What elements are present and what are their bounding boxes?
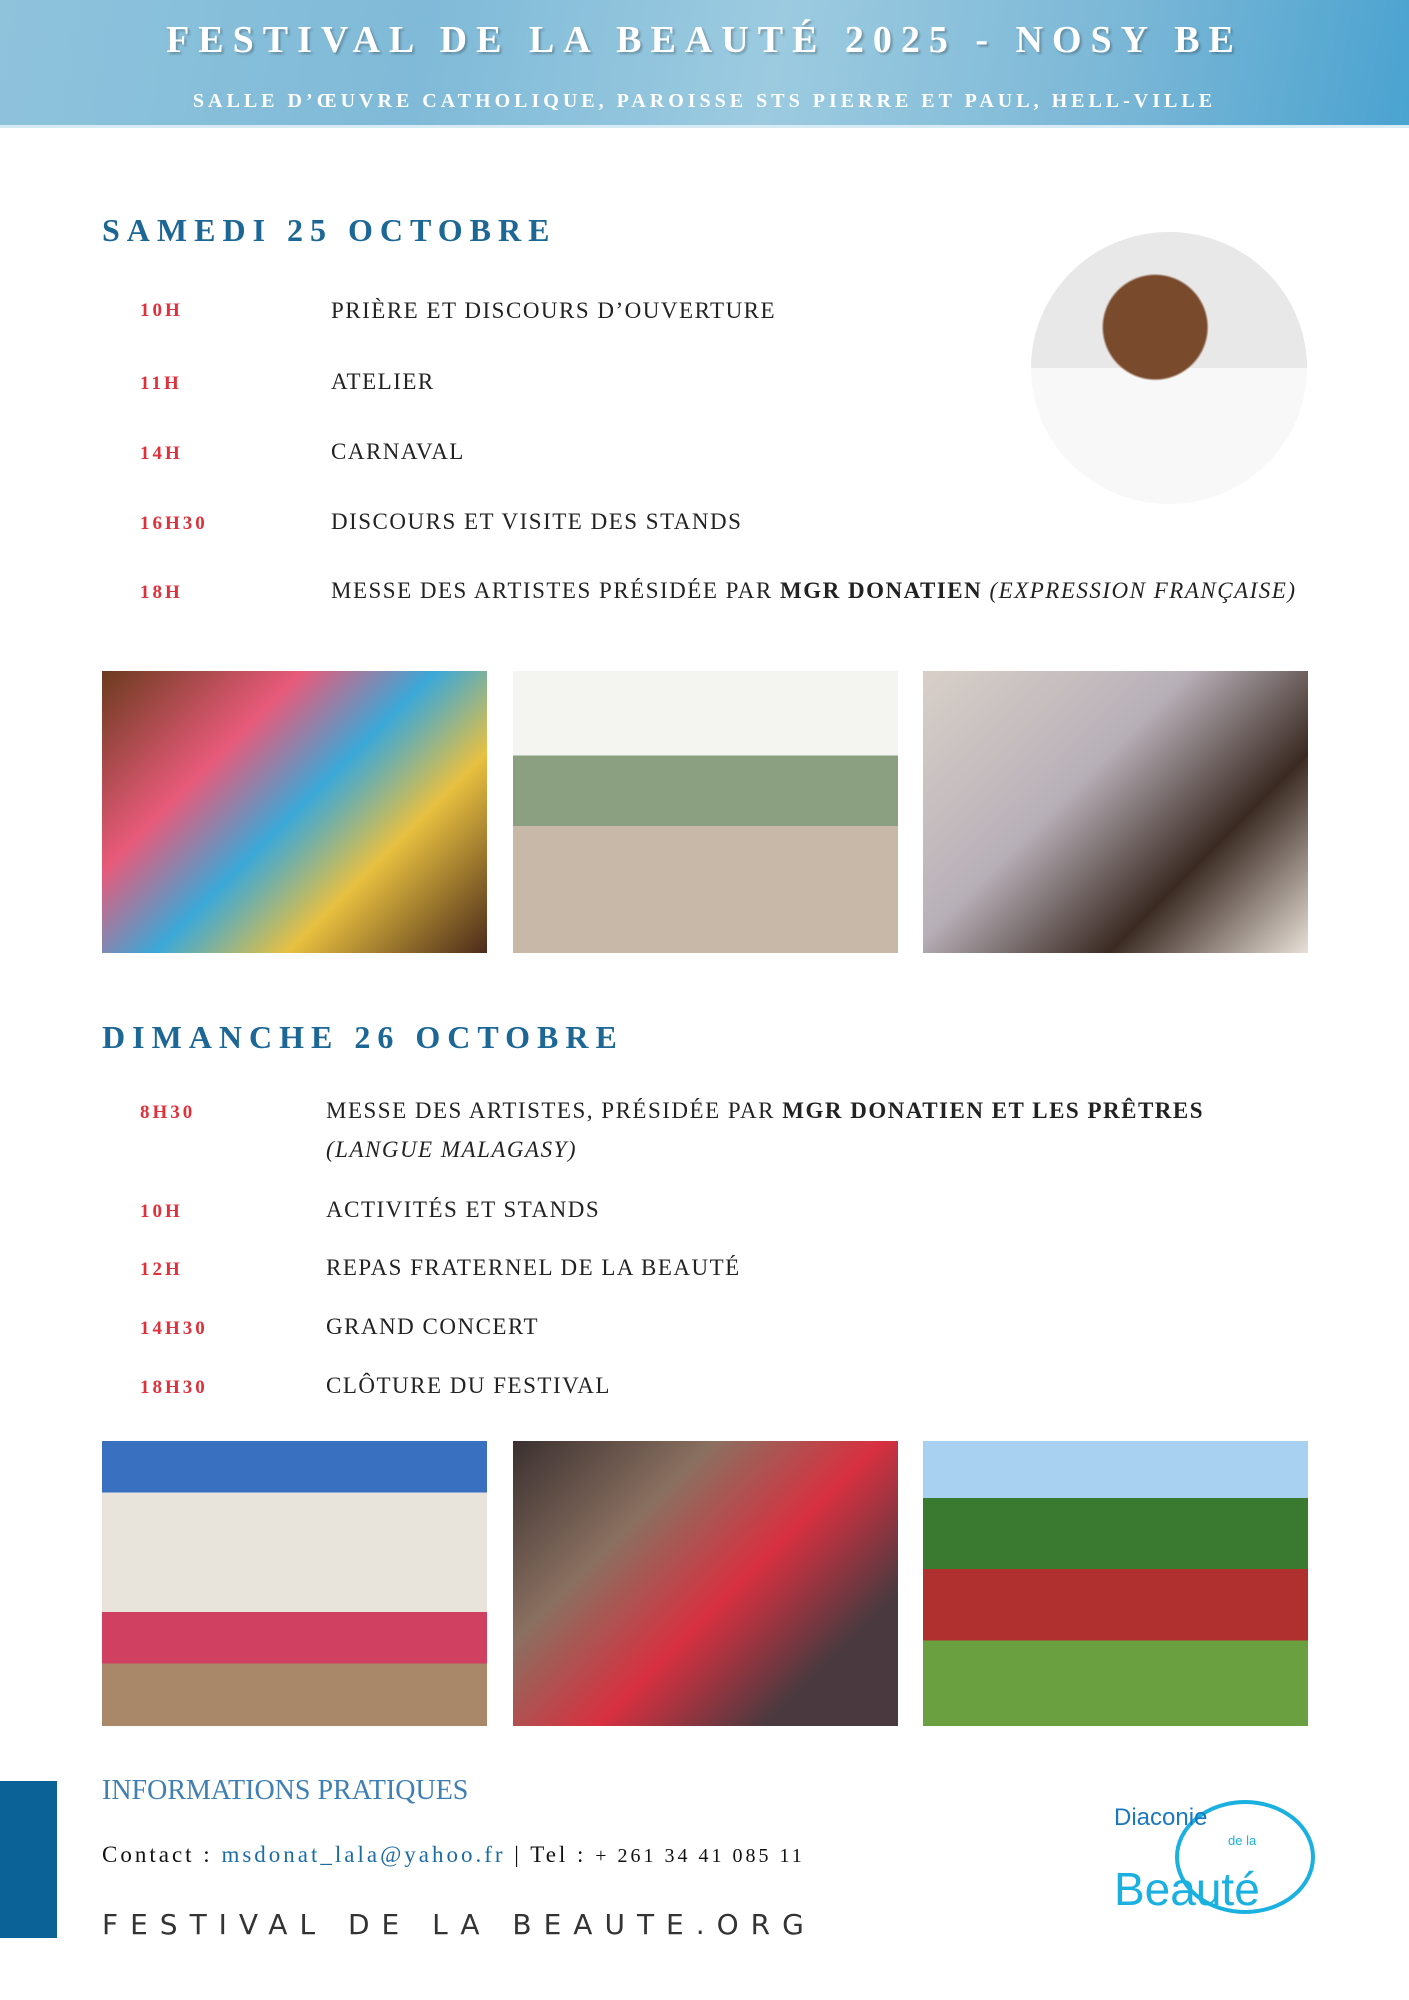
info-accent-bar: [0, 1781, 57, 1938]
photo-stilt-walkers: [513, 671, 898, 953]
schedule-activity-note: (LANGUE MALAGASY): [326, 1137, 578, 1162]
diaconie-logo: [1110, 1795, 1320, 1925]
separator: |: [505, 1842, 531, 1867]
logo-text-beaute: Beauté: [1114, 1863, 1260, 1915]
contact-line: [102, 1842, 805, 1868]
schedule-activity: GRAND CONCERT: [326, 1314, 539, 1339]
tel-number[interactable]: + 261 34 41 085 11: [595, 1845, 805, 1867]
photo-outdoor-gathering: [923, 1441, 1308, 1726]
schedule-activity: ATELIER: [331, 369, 435, 394]
schedule-time: 14H: [140, 443, 183, 464]
schedule-time: 12H: [140, 1259, 183, 1280]
info-heading: INFORMATIONS PRATIQUES: [102, 1775, 469, 1806]
schedule-time: 14H30: [140, 1318, 208, 1339]
schedule-activity: MESSE DES ARTISTES PRÉSIDÉE PAR MGR DONATIEN (EXPRESSION FRANÇAISE): [331, 578, 1297, 603]
schedule-time: 11H: [140, 373, 182, 394]
photo-market-baskets: [102, 671, 487, 953]
logo-text-diaconie: Diaconie: [1114, 1804, 1208, 1831]
schedule-activity: DISCOURS ET VISITE DES STANDS: [331, 509, 743, 534]
page-subtitle: SALLE D’ŒUVRE CATHOLIQUE, PAROISSE STS PIERRE ET PAUL, HELL-VILLE: [192, 90, 1217, 112]
schedule-time: 8H30: [140, 1102, 196, 1123]
contact-label: Contact :: [102, 1842, 222, 1867]
contact-email[interactable]: msdonat_lala@yahoo.fr: [221, 1842, 506, 1867]
photo-fabric-street: [102, 1441, 487, 1726]
schedule-time: 16H30: [140, 513, 208, 534]
schedule-activity: PRIÈRE ET DISCOURS D’OUVERTURE: [331, 298, 777, 323]
tel-label: Tel :: [530, 1842, 596, 1867]
logo-text-de-la: de la: [1228, 1833, 1257, 1848]
photo-workshop: [923, 671, 1308, 953]
schedule-activity: CARNAVAL: [331, 439, 465, 464]
schedule-time: 18H30: [140, 1377, 208, 1398]
photo-dancer-crowd: [513, 1441, 898, 1726]
sunday-heading: DIMANCHE 26 OCTOBRE: [102, 1019, 624, 1055]
website-link[interactable]: FESTIVAL DE LA BEAUTE.ORG: [102, 1908, 816, 1941]
schedule-time: 18H: [140, 582, 183, 603]
saturday-heading: SAMEDI 25 OCTOBRE: [102, 212, 557, 248]
portrait-photo: [1031, 232, 1307, 504]
schedule-time: 10H: [140, 1201, 183, 1222]
schedule-activity: ACTIVITÉS ET STANDS: [326, 1197, 601, 1222]
schedule-activity: REPAS FRATERNEL DE LA BEAUTÉ: [326, 1255, 741, 1280]
schedule-activity: MESSE DES ARTISTES, PRÉSIDÉE PAR MGR DONATIEN ET LES PRÊTRES: [326, 1098, 1205, 1123]
page-title: FESTIVAL DE LA BEAUTÉ 2025 - NOSY BE: [166, 19, 1243, 61]
schedule-time: 10H: [140, 300, 183, 321]
schedule-activity: CLÔTURE DU FESTIVAL: [326, 1373, 611, 1398]
